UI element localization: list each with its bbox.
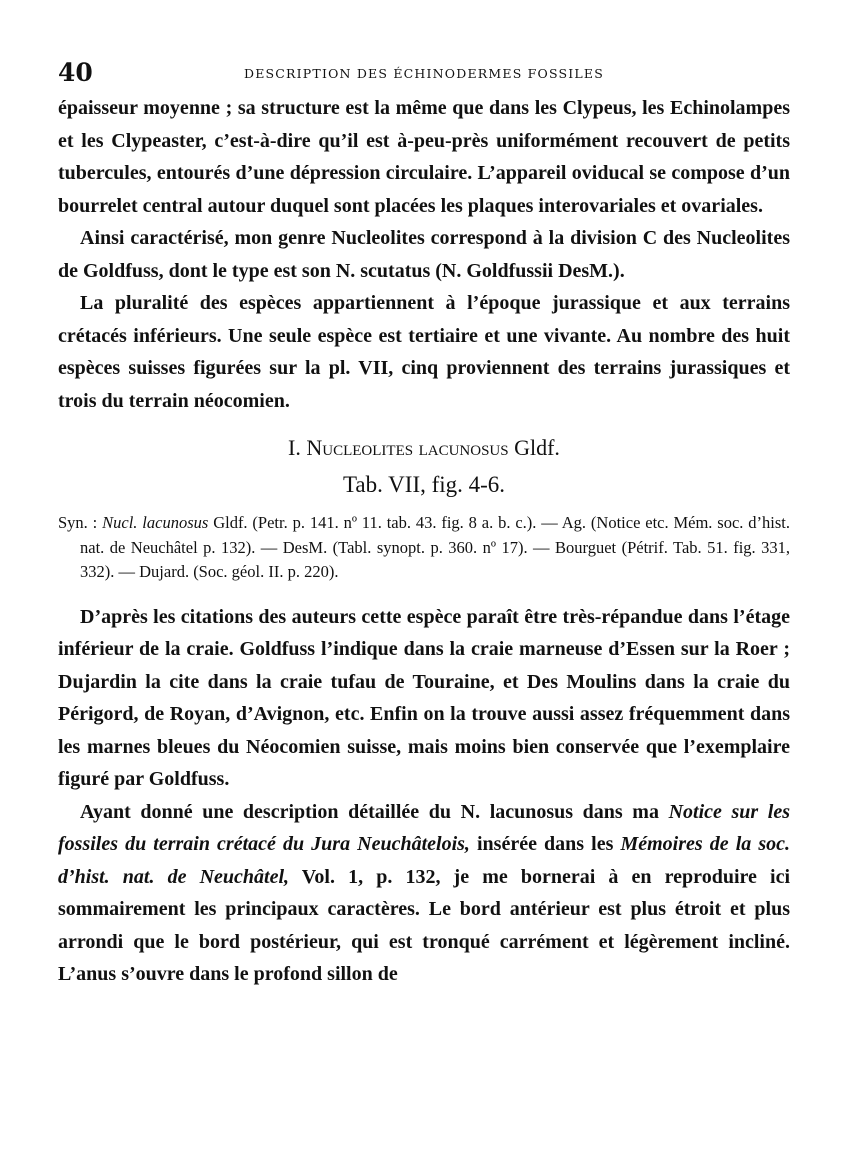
synonymy-block (58, 511, 790, 585)
description-paragraph-1: D’après les citations des auteurs cette espèce paraît être très-répandue dans l’étage inférieur de la craie. Goldfuss l’indique dans la craie marneuse d’Essen sur la Roer ; Dujardin la cite dans la craie tufau de Touraine, et Des Moulins dans la craie du Périgord, de Royan, d’Avignon, etc. Enfin on la trouve aussi assez fréquemment dans les marnes bleues du Néocomien suisse, mais moins bien conservée que l’exemplaire figuré par Goldfuss. (58, 605, 790, 790)
page-number: 40 (58, 58, 93, 87)
intro-paragraph-3: La pluralité des espèces appartiennent à l’époque jurassique et aux terrains crétacés inférieurs. Une seule espèce est tertiaire et une vivante. Au nombre des huit espèces suisses figurées sur la pl. VII, cinq proviennent des terrains jurassiques et trois du terrain néocomien. (58, 292, 790, 412)
intro-paragraph-1: épaisseur moyenne ; sa structure est la même que dans les Clypeus, les Echinolampes et les Clypeaster, c’est-à-dire qu’il est à-peu-près uniformément recouvert de petits tubercules, entourés d’une dépression circulaire. L’appareil oviducal se compose d’un bourrelet central autour duquel sont placées les plaques interovariales et ovariales. (58, 97, 790, 217)
synonymy-label: Syn. : (58, 513, 98, 532)
intro-paragraph-2: Ainsi caractérisé, mon genre Nucleolites correspond à la division C des Nucleolites de Goldfuss, dont le type est son N. scutatus (N. Goldfussii DesM.). (58, 227, 790, 282)
species-numeral: I. (288, 435, 301, 460)
description-text-b: insérée dans les (477, 833, 614, 855)
notice-title: Notice sur les fossiles du terrain crétacé du Jura Neuchâtelois, (58, 800, 791, 855)
plate-reference: Tab. VII, fig. 4-6. (342, 472, 506, 497)
species-author: Gldf. (514, 435, 560, 460)
species-heading (58, 431, 790, 465)
description-text-a: Ayant donné une description détaillée du N. lacunosus dans ma (80, 800, 659, 823)
page (58, 58, 790, 991)
synonymy-citations: Gldf. (Petr. p. 141. nº 11. tab. 43. fig. 8 a. b. c.). — Ag. (Notice etc. Mém. soc. d’hist. nat. de Neuchâtel p. 132). — DesM. (Tabl. synopt. p. 360. nº 17). — Bourguet (Pétrif. Tab. 51. fig. 331, 332). — Dujard. (Soc. géol. II. p. 220). (80, 513, 791, 581)
synonymy-paragraph (58, 511, 790, 585)
journal-title: Mémoires de la soc. d’hist. nat. de Neuchâtel, (58, 833, 790, 888)
species-genus: Nucleolites (306, 435, 414, 460)
synonymy-taxon: Nucl. lacunosus (102, 513, 209, 532)
running-head (58, 58, 790, 92)
description-text-c: Vol. 1, p. 132, je me bornerai à en reproduire ici sommairement les principaux caractères. Le bord antérieur est plus étroit et plus arrondi que le bord postérieur, qui est tronqué carrément et légèrement incliné. L’anus s’ouvre dans le profond sillon de (58, 865, 791, 985)
intro-section (58, 92, 790, 417)
description-paragraph-2 (58, 796, 790, 991)
description-section (58, 601, 790, 991)
running-head-title: DESCRIPTION DES ÉCHINODERMES FOSSILES (243, 66, 605, 81)
species-epithet: lacunosus (418, 435, 509, 460)
